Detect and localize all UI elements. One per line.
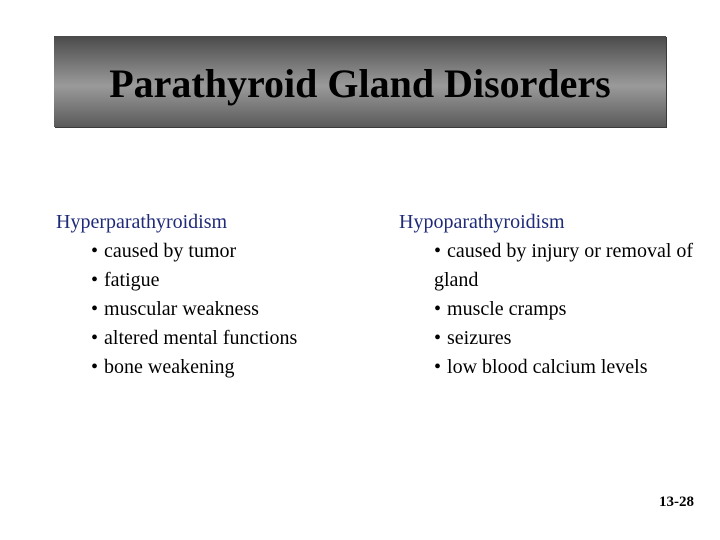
left-column xyxy=(56,208,376,382)
list-item xyxy=(434,295,699,324)
list-item xyxy=(91,324,376,353)
list-item xyxy=(434,324,699,353)
list-item-text: seizures xyxy=(447,327,512,349)
list-item xyxy=(434,353,699,382)
bullet-icon: • xyxy=(434,327,442,349)
list-item-text: caused by tumor xyxy=(104,240,237,262)
bullet-icon: • xyxy=(434,356,442,378)
list-item xyxy=(91,295,376,324)
slide-number: 13-28 xyxy=(659,494,694,510)
right-column xyxy=(399,208,699,382)
bullet-icon: • xyxy=(434,240,442,262)
list-item-text: fatigue xyxy=(104,269,160,291)
slide-title: Parathyroid Gland Disorders xyxy=(109,61,611,106)
right-column-list xyxy=(399,237,699,382)
list-item-text: altered mental functions xyxy=(104,327,298,349)
list-item-text: muscle cramps xyxy=(447,298,567,320)
list-item xyxy=(91,353,376,382)
list-item-text: low blood calcium levels xyxy=(447,356,648,378)
left-column-heading: Hyperparathyroidism xyxy=(56,211,228,233)
list-item xyxy=(91,237,376,266)
list-item xyxy=(434,237,699,295)
list-item-text: caused by injury or removal of gland xyxy=(434,240,694,291)
bullet-icon: • xyxy=(434,298,442,320)
left-column-list xyxy=(56,237,376,382)
bullet-icon: • xyxy=(91,240,99,262)
right-column-heading: Hypoparathyroidism xyxy=(399,211,565,233)
bullet-icon: • xyxy=(91,327,99,349)
bullet-icon: • xyxy=(91,298,99,320)
list-item xyxy=(91,266,376,295)
list-item-text: bone weakening xyxy=(104,356,235,378)
title-bar xyxy=(54,36,666,127)
list-item-text: muscular weakness xyxy=(104,298,259,320)
bullet-icon: • xyxy=(91,269,99,291)
bullet-icon: • xyxy=(91,356,99,378)
